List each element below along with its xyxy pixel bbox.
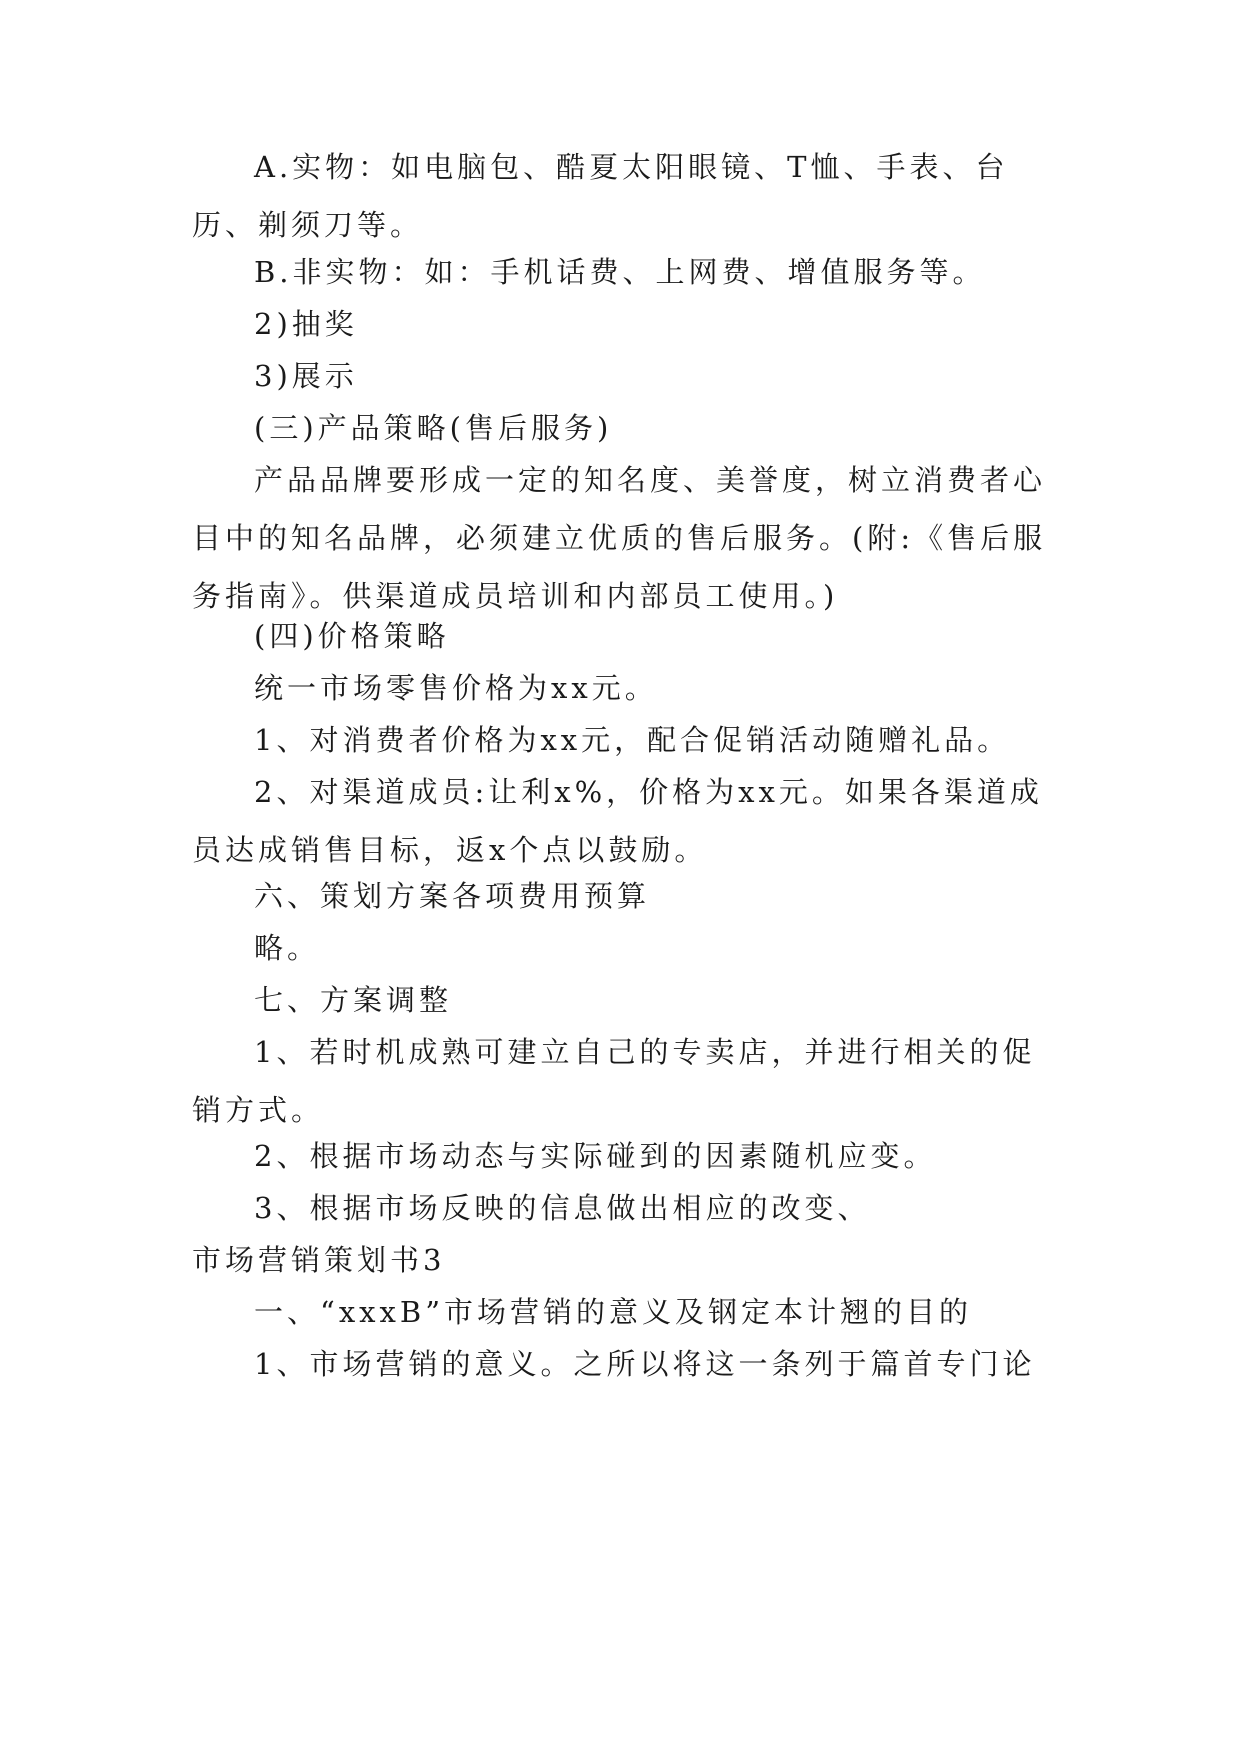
paragraph-adjust-3: 3、根据市场反映的信息做出相应的改变、 xyxy=(254,1191,871,1225)
paragraph-consumer-price: 1、对消费者价格为xx元，配合促销活动随赠礼品。 xyxy=(254,723,1011,757)
paragraph-adjust-2: 2、根据市场动态与实际碰到的因素随机应变。 xyxy=(254,1139,937,1173)
paragraph-adjust-1: 1、若时机成熟可建立自己的专卖店，并进行相关的促销方式。 xyxy=(192,1035,1036,1127)
paragraph-display: 3)展示 xyxy=(254,359,358,393)
heading-price-strategy: (四)价格策略 xyxy=(254,619,450,653)
heading-product-strategy: (三)产品策略(售后服务) xyxy=(254,411,613,445)
heading-plan-adjustment: 七、方案调整 xyxy=(254,983,453,1017)
paragraph-gift-physical: A.实物：如电脑包、酷夏太阳眼镜、T恤、手表、台历、剃须刀等。 xyxy=(192,150,1009,242)
paragraph-marketing-meaning: 1、市场营销的意义。之所以将这一条列于篇首专门论 xyxy=(254,1347,1036,1381)
paragraph-unified-price: 统一市场零售价格为xx元。 xyxy=(254,671,658,705)
paragraph-lottery: 2)抽奖 xyxy=(254,307,358,341)
paragraph-brand-service: 产品品牌要形成一定的知名度、美誉度，树立消费者心目中的知名品牌，必须建立优质的售后服务。(附:《售后服务指南》。供渠道成员培训和内部员工使用。) xyxy=(192,463,1047,613)
paragraph-channel-price: 2、对渠道成员:让利x%，价格为xx元。如果各渠道成员达成销售目标，返x个点以鼓励。 xyxy=(192,775,1043,867)
heading-meaning-purpose: 一、“xxxB”市场营销的意义及钢定本计翘的目的 xyxy=(254,1295,973,1329)
heading-budget: 六、策划方案各项费用预算 xyxy=(254,879,651,913)
section-title-plan-3: 市场营销策划书3 xyxy=(192,1243,446,1277)
paragraph-gift-nonphysical: B.非实物：如：手机话费、上网费、增值服务等。 xyxy=(254,255,986,289)
paragraph-omitted: 略。 xyxy=(254,931,321,965)
